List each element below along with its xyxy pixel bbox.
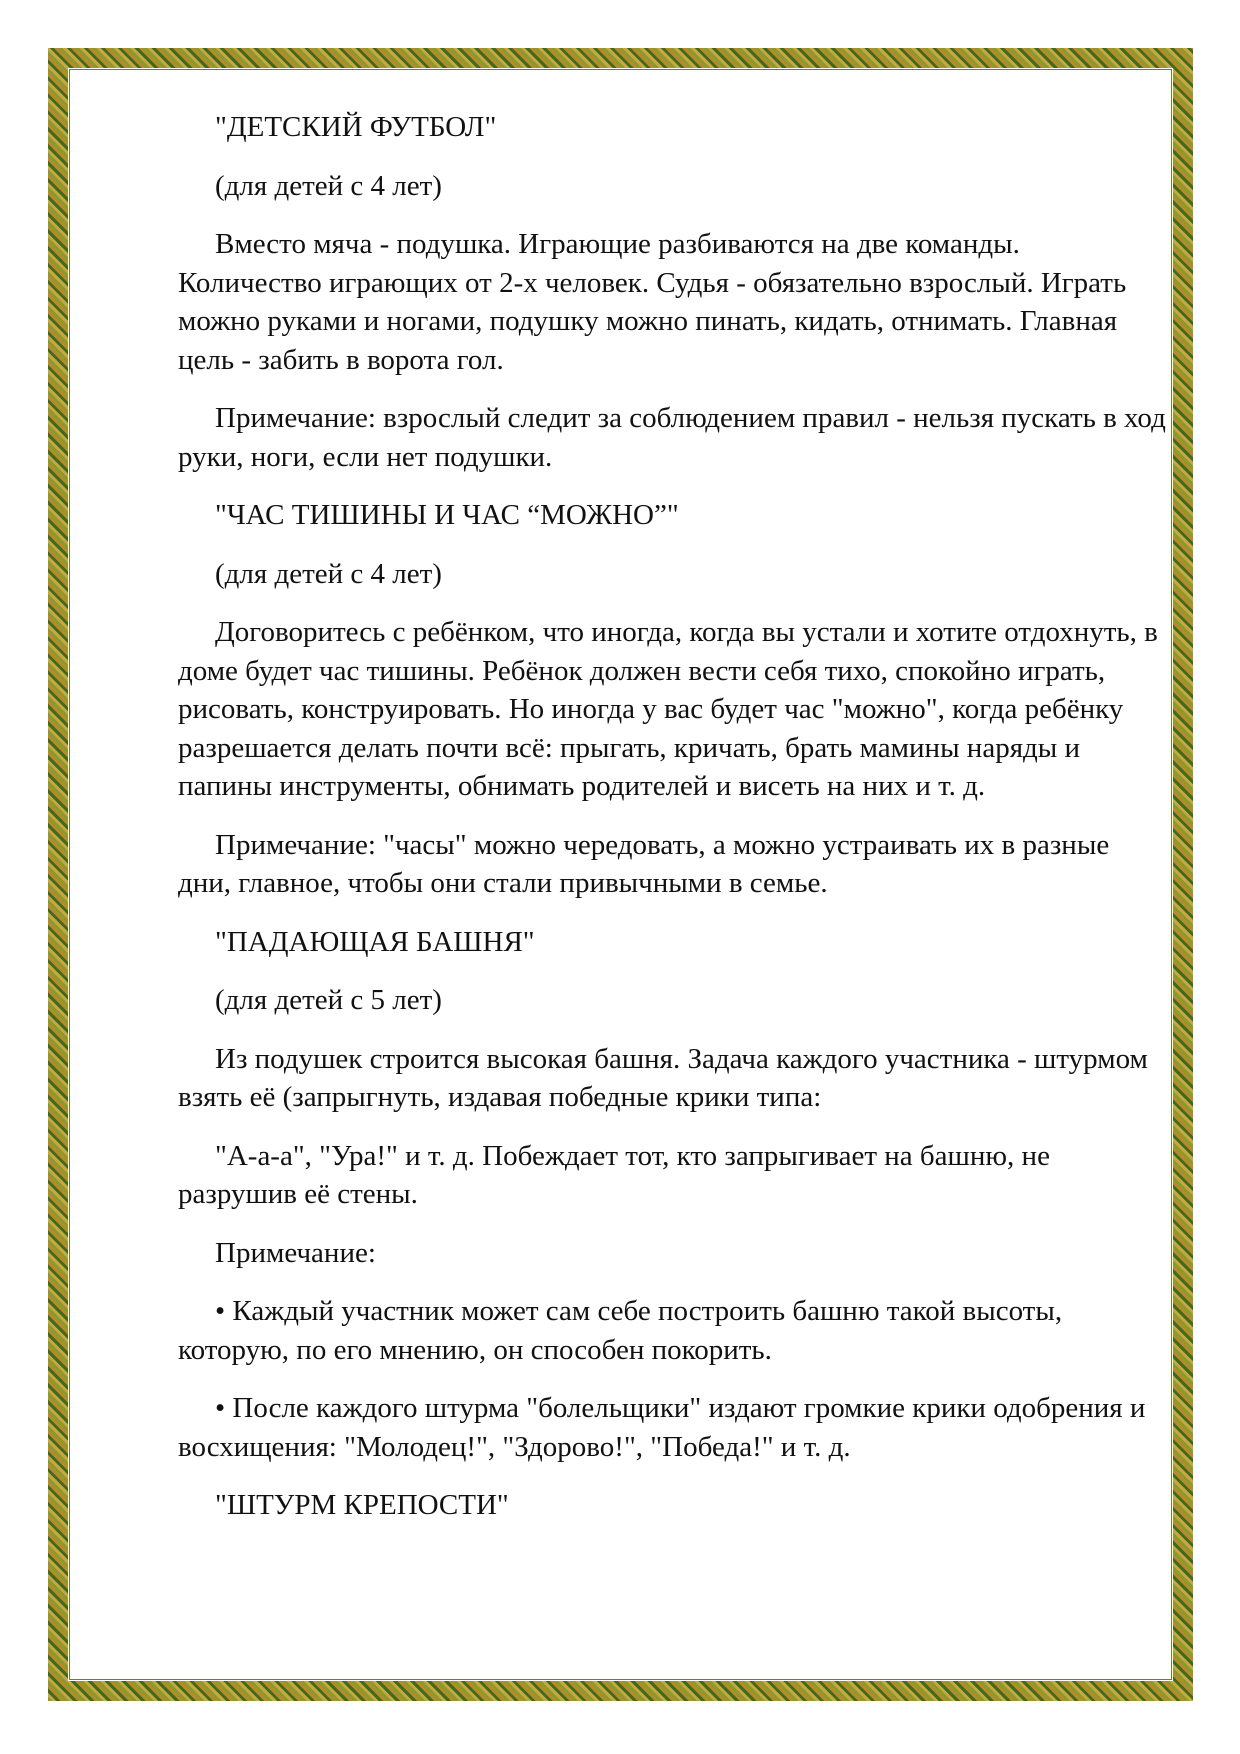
section-title-fortress-assault: "ШТУРМ КРЕПОСТИ" [215, 1489, 509, 1521]
section-age-falling-tower: (для детей с 5 лет) [215, 984, 442, 1016]
section-body-quiet-hour: Договоритесь с ребёнком, что иногда, когда вы устали и хотите отдохнуть, в доме будет час тишины. Ребёнок должен вести себя тихо, спокойно играть, рисовать, конструировать. Но иногда у вас будет час "можно", когда ребёнку разрешается делать почти всё: прыгать, кричать, брать мамины наряды и папины инструменты, обнимать родителей и висеть на них и т. д. [178, 616, 1158, 802]
section-body-childrens-football: Вместо мяча - подушка. Играющие разбиваются на две команды. Количество играющих от 2-х человек. Судья - обязательно взрослый. Играть можно руками и ногами, подушку можно пинать, кидать, отнимать. Главная цель - забить в ворота гол. [178, 228, 1127, 376]
section-age-quiet-hour: (для детей с 4 лет) [215, 557, 442, 590]
section-note-childrens-football: Примечание: взрослый следит за соблюдением правил - нельзя пускать в ход руки, ноги, если нет подушки. [178, 402, 1166, 473]
section-note-label-falling-tower: Примечание: [215, 1236, 376, 1269]
section-note-quiet-hour: Примечание: "часы" можно чередовать, а можно устраивать их в разные дни, главное, чтобы они стали привычными в семье. [178, 828, 1110, 899]
bullet-item: • После каждого штурма "болельщики" издают громкие крики одобрения и восхищения: "Молодец!", "Здорово!", "Победа!" и т. д. [178, 1392, 1146, 1463]
section-age-childrens-football: (для детей с 4 лет) [215, 169, 442, 202]
bullet-item: • Каждый участник может сам себе построить башню такой высоты, которую, по его мнению, он способен покорить. [178, 1295, 1063, 1366]
section-body-falling-tower: Из подушек строится высокая башня. Задача каждого участника - штурмом взять её (запрыгнуть, издавая победные крики типа: [178, 1042, 1148, 1113]
document-body [178, 108, 1166, 1545]
section-title-quiet-hour: "ЧАС ТИШИНЫ И ЧАС “МОЖНО”" [215, 499, 679, 531]
section-title-falling-tower: "ПАДАЮЩАЯ БАШНЯ" [215, 925, 535, 958]
section-title-childrens-football: "ДЕТСКИЙ ФУТБОЛ" [215, 111, 497, 143]
section-body2-falling-tower: "А-а-а", "Ура!" и т. д. Побеждает тот, кто запрыгивает на башню, не разрушив её стены. [178, 1139, 1050, 1210]
